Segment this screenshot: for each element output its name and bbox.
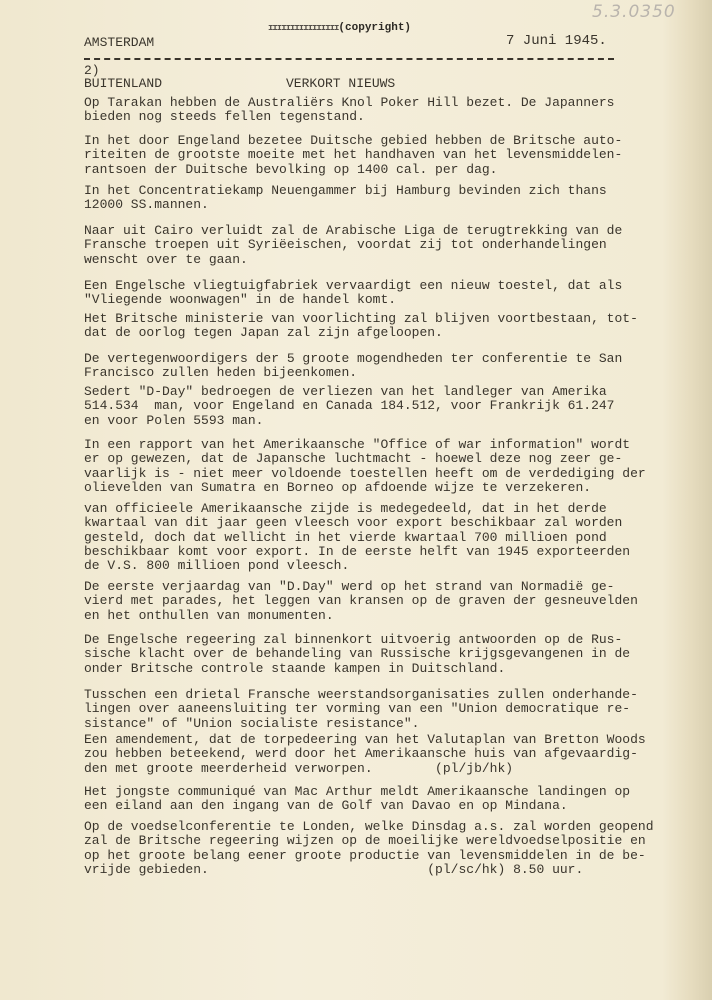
text-line: bieden nog steeds fellen tegenstand.	[84, 109, 365, 125]
text-line: dat de oorlog tegen Japan zal zijn afgeloopen.	[84, 325, 443, 341]
text-line: vierd met parades, het leggen van kransen op de graven der gesneuvelden	[84, 593, 638, 609]
news-item	[84, 184, 607, 213]
text-line: wenscht over te gaan.	[84, 251, 248, 267]
text-line: De eerste verjaardag van "D.Day" werd op het strand van Normadië ge-	[84, 579, 615, 594]
archive-number: 5.3.0350	[592, 2, 676, 22]
text-line: onder Britsche controle staande kampen in Duitschland.	[84, 660, 506, 676]
news-item	[84, 580, 638, 623]
text-line: beschikbaar komt voor export. In de eerste helft van 1945 exporteerden	[84, 543, 631, 559]
news-item	[84, 134, 622, 177]
text-line: lingen over aaneensluiting ter vorming van een "Union democratique re-	[84, 701, 631, 717]
text-line: riteiten de grootste moeite met het handhaven van het levensmiddelen-	[84, 147, 623, 163]
copyright-label: (copyright)	[338, 22, 412, 34]
text-line: kwartaal van dit jaar geen vleesch voor export beschikbaar zal worden	[84, 515, 623, 531]
text-line: gesteld, doch dat wellicht in het vierde kwartaal 700 millioen pond	[84, 529, 607, 545]
news-item	[84, 96, 615, 125]
text-line: sische klacht over de behandeling van Russische krijgsgevangenen in de	[84, 646, 631, 662]
text-line: vrijde gebieden. (pl/sc/hk) 8.50 uur.	[84, 861, 584, 877]
text-line: er op gewezen, dat de Japansche luchtmacht - hoewel deze nog zeer ge-	[84, 451, 623, 467]
news-item	[84, 733, 646, 776]
text-line: en het onthullen van monumenten.	[84, 607, 334, 623]
news-item	[84, 279, 622, 308]
news-item	[84, 385, 615, 428]
text-line: In het door Engeland bezetee Duitsche gebied hebben de Britsche auto-	[84, 133, 623, 148]
news-item	[84, 438, 646, 495]
struck-text: ɪɪɪɪɪɪɪɪɪɪɪɪɪɪɪɪ	[268, 23, 339, 33]
news-item	[84, 688, 638, 731]
item-number: 2)	[84, 63, 100, 78]
text-line: rantsoen der Duitsche bevolking op 1400 cal. per dag.	[84, 161, 498, 177]
news-item	[84, 224, 622, 267]
text-line: een eiland aan den ingang van de Golf van Davao en op Mindana.	[84, 798, 568, 814]
text-line: Het jongste communiqué van Mac Arthur meldt Amerikaansche landingen op	[84, 784, 631, 799]
text-line: van officieele Amerikaansche zijde is medegedeeld, dat in het derde	[84, 501, 607, 516]
text-line: In het Concentratiekamp Neuengammer bij Hamburg bevinden zich thans	[84, 183, 607, 198]
text-line: zal de Britsche regeering wijzen op de moeilijke wereldvoedselpositie en	[84, 833, 646, 849]
text-line: In een rapport van het Amerikaansche "Office of war information" wordt	[84, 437, 631, 452]
text-line: op het groote belang eener groote productie van levensmiddelen in de be-	[84, 847, 646, 863]
text-line: en voor Polen 5593 man.	[84, 412, 264, 428]
text-line: Een Engelsche vliegtuigfabriek vervaardigt een nieuw toestel, dat als	[84, 278, 623, 293]
copyright-line	[268, 22, 411, 34]
section-label: BUITENLAND	[84, 76, 163, 91]
text-line: Fransche troepen uit Syriëeischen, voordat zij tot onderhandelingen	[84, 237, 607, 253]
dashed-divider	[84, 58, 614, 60]
text-line: "Vliegende woonwagen" in de handel komt.	[84, 292, 397, 308]
text-line: Tusschen een drietal Fransche weerstandsorganisaties zullen onderhande-	[84, 687, 638, 702]
text-line: zou hebben beteekend, werd door het Amerikaansche huis van afgevaardig-	[84, 746, 638, 762]
news-item	[84, 820, 654, 877]
text-line: De Engelsche regeering zal binnenkort uitvoerig antwoorden op de Rus-	[84, 632, 623, 647]
date: 7 Juni 1945.	[506, 33, 607, 49]
news-item	[84, 785, 630, 814]
text-line: den met groote meerderheid verworpen. (pl/jb/hk)	[84, 760, 514, 776]
section-heading: VERKORT NIEUWS	[286, 76, 396, 91]
text-line: de V.S. 800 millioen pond vleesch.	[84, 558, 350, 574]
text-line: 514.534 man, voor Engeland en Canada 184.512, voor Frankrijk 61.247	[84, 398, 615, 414]
text-line: Francisco zullen heden bijeenkomen.	[84, 365, 358, 381]
news-item	[84, 352, 622, 381]
news-item	[84, 502, 630, 573]
text-line: De vertegenwoordigers der 5 groote mogendheden ter conferentie te San	[84, 351, 623, 366]
text-line: Een amendement, dat de torpedeering van het Valutaplan van Bretton Woods	[84, 732, 646, 747]
text-line: 12000 SS.mannen.	[84, 197, 209, 213]
text-line: sistance" of "Union socialiste resistance".	[84, 715, 420, 731]
text-line: olievelden van Sumatra en Borneo op afdoende wijze te verzekeren.	[84, 479, 592, 495]
news-item	[84, 633, 630, 676]
text-line: Het Britsche ministerie van voorlichting zal blijven voortbestaan, tot-	[84, 311, 638, 326]
news-item	[84, 312, 638, 341]
text-line: Naar uit Cairo verluidt zal de Arabische Liga de terugtrekking van de	[84, 223, 623, 238]
text-line: Sedert "D-Day" bedroegen de verliezen van het landleger van Amerika	[84, 384, 607, 399]
city: AMSTERDAM	[84, 35, 155, 50]
text-line: Op de voedselconferentie te Londen, welke Dinsdag a.s. zal worden geopend	[84, 819, 654, 834]
text-line: vaarlijk is - niet meer voldoende toestellen heeft om de verdediging der	[84, 465, 646, 481]
text-line: Op Tarakan hebben de Australiërs Knol Poker Hill bezet. De Japanners	[84, 95, 615, 110]
